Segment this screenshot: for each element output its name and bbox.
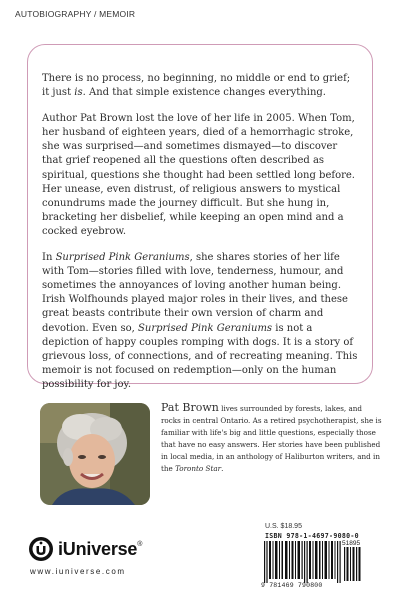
iuniverse-icon [28, 536, 54, 562]
price: U.S. $18.95 [265, 523, 302, 530]
barcode-number: 9 781469 790800 [261, 582, 323, 589]
publisher-logo [28, 536, 142, 562]
isbn: ISBN 978-1-4697-9080-0 [265, 532, 359, 540]
author-photo [40, 403, 150, 505]
blurb-paragraph-2: Author Pat Brown lost the love of her life in 2005. When Tom, her husband of eighteen years, died of a hemorrhagic stroke, she was surprised—and sometimes dismayed—to discover that grief reopened all the questions often described as spiritual, questions she thought had been settled long before. Her unease, even distrust, of religious answers to mystical conundrums made the journey difficult. But she hung in, bracketing her disbelief, while keeping an open mind and a cocked eyebrow. [42, 113, 355, 237]
barcode-addon-number: 51895 [342, 540, 361, 547]
category-label: AUTOBIOGRAPHY / MEMOIR [15, 9, 136, 19]
barcode [264, 541, 362, 583]
author-bio: Pat Brown lives surrounded by forests, lakes, and rocks in central Ontario. As a retired psychotherapist, she is familiar with life's big and little questions, especially those that have no easy answers. Her stories have been published in local media, in an anthology of Haliburton writers, and in the Toronto Star. [161, 401, 382, 473]
blurb-frame [27, 44, 373, 390]
blurb-paragraph-1: There is no process, no beginning, no middle or end to grief; it just is. And that simple existence changes everything. [42, 73, 351, 99]
publisher-name: iUniverse® [58, 538, 143, 559]
author-name: Pat Brown [161, 401, 219, 414]
publisher-url: www.iuniverse.com [30, 567, 126, 576]
blurb-paragraph-3: In Surprised Pink Geraniums, she shares stories of her life with Tom—stories filled with love, tenderness, humour, and sometimes the annoyances of loving another human being. Irish Wolfhounds played major roles in their lives, and these great beasts contribute their own version of charm and devotion. Even so, Surprised Pink Geraniums is not a depiction of happy couples romping with dogs. It is a story of grievous loss, of connections, and of recreating meaning. This memoir is not focused on redemption—only on the human possibility for joy. [42, 252, 358, 390]
